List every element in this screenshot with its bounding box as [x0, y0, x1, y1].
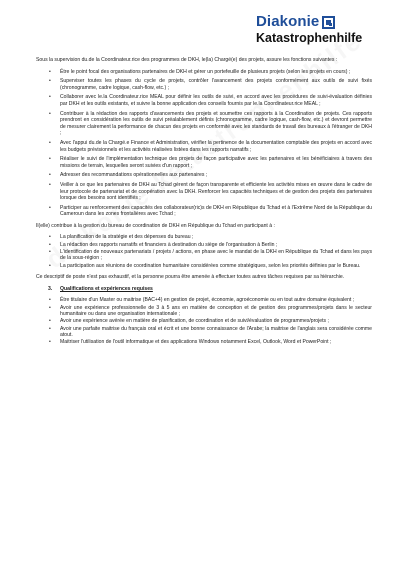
intro-paragraph: Sous la supervision du.de la Coordinateur.rice des programmes de DKH, le(la) Chargé(e) des projets, assure les fonctions suivantes :: [36, 57, 338, 63]
bullet-icon: •: [49, 234, 51, 241]
section-title: Qualifications et expériences requises: [60, 285, 153, 292]
logo-subtitle: Katastrophenhilfe: [256, 31, 363, 45]
coordination-intro: Il(elle) contribue à la gestion du bureau de coordination de DKH en République du Tchad en participant à :: [36, 222, 275, 229]
bullet-icon: •: [49, 68, 51, 75]
bullet-icon: •: [49, 204, 51, 211]
bullet-icon: •: [49, 318, 51, 325]
list-item: • Contribuer à la rédaction des rapports d'avancements des projets et soumettre ces rapports à la Coordination de projets. Ces rapports prendront en considération les outils de suivi préalablement définis (chronogramme, cadre logique, cash-flow, etc.) et devront permettre de mesurer clairement la performance de chacun des projets en conformité avec les standards de travail des bureaux à l'étranger de DKH ;: [49, 110, 372, 137]
bullet-icon: •: [49, 297, 51, 304]
list-item: • Avoir une parfaite maitrise du français oral et écrit et une bonne connaissance de l'Arabe; la maitrise de l'anglais sera considérée comme atout.: [49, 325, 372, 339]
bullet-icon: •: [49, 248, 51, 255]
bullet-icon: •: [49, 241, 51, 248]
list-item: • La planification de la stratégie et des dépenses du bureau ;: [49, 234, 194, 241]
document-body: [36, 57, 372, 351]
list-item: • Réaliser le suivi de l'implémentation technique des projets de façon participative avec les partenaires et les bénéficiaires à travers des missions de terrain, lesquelles seront suivies d'un rapport ;: [49, 156, 372, 169]
section-heading: [48, 286, 372, 293]
list-item: • Adresser des recommandations opérationnelles aux partenaires ;: [49, 172, 208, 179]
list-item: • Être titulaire d'un Master ou maitrise (BAC+4) en gestion de projet, économie, agroéconomie ou en tout autre domaine équivalent ;: [49, 297, 355, 304]
bullet-icon: •: [49, 78, 51, 85]
disclaimer-paragraph: Ce descriptif de poste n'est pas exhaustif, et la personne pourra être amenée à effectuer toutes autres tâches requises par sa hiérarchie.: [36, 274, 345, 281]
list-item: • Avoir une expérience avérée en matière de planification, de coordination et de suivi/évaluation de programmes/projets ;: [49, 318, 329, 325]
bullet-icon: •: [49, 304, 51, 311]
list-item: • Maitriser l'utilisation de l'outil informatique et des applications Windows notamment Excel, Outlook, Word et PowerPoint ;: [49, 339, 332, 346]
list-item: • La rédaction des rapports narratifs et financiers à destination du siège de l'organisation à Berlin ;: [49, 241, 278, 248]
section-number: 3.: [48, 285, 53, 292]
list-item: • L'identification de nouveaux partenariats / projets / actions, en phase avec le mandat de la DKH en République du Tchad et dans les pays de la sous-région ;: [49, 248, 372, 262]
bullet-icon: •: [49, 139, 51, 146]
list-item: • Participer au renforcement des capacités des collaborateur(ric)s de DKH en République du Tchad et à l'Extrême Nord de la République du Cameroun dans les zones frontalières avec Tchad ;: [49, 204, 372, 218]
functions-list: [36, 69, 372, 218]
list-item: • Collaborer avec le.la Coordinateur.rice MEAL pour définir les outils de suivi, en accord avec les procédures de suivi-évaluation définies par DKH et les outils existants, et suivre la bonne application des conseils fournis par le.la Coordinateur.rice MEAL ;: [49, 94, 372, 107]
list-item: • Être le point focal des organisations partenaires de DKH et gérer un portefeuille de plusieurs projets (selon les projets en cours) ;: [49, 68, 351, 75]
bullet-icon: •: [49, 110, 51, 117]
bullet-icon: •: [49, 94, 51, 101]
bullet-icon: •: [49, 262, 51, 269]
list-item: • Avoir une expérience professionnelle de 3 à 5 ans en matière de conception et de gestion des programmes/projets dans le secteur humanitaire ou dans une organisation internationale ;: [49, 304, 372, 318]
logo-brand-text: Diakonie: [256, 13, 320, 30]
qualifications-list: [36, 297, 372, 346]
list-item: • Veiller à ce que les partenaires de DKH au Tchad gèrent de façon transparente et efficiente les activités mises en œuvre dans le cadre de leur protocole de partenariat et de coopération avec la DKH. Renforcer les capacités techniques et de gestion des projets des partenaires lorsque des besoins sont identifiés ;: [49, 181, 372, 202]
bullet-icon: •: [49, 339, 51, 346]
diakonie-cross-icon: [322, 16, 335, 29]
list-item: • La participation aux réunions de coordination humanitaire considérées comme stratégiques, selon les priorités définies par le Bureau.: [49, 262, 361, 269]
diakonie-logo: [256, 14, 388, 50]
bullet-icon: •: [49, 172, 51, 179]
list-item: • Superviser toutes les phases du cycle de projets, contrôler l'avancement des projets conformément aux outils de suivi fixés (chronogramme, cadre logique, cash-flow, etc.) ;: [49, 78, 372, 91]
bullet-icon: •: [49, 181, 51, 188]
bullet-icon: •: [49, 325, 51, 332]
coordination-list: [36, 234, 372, 269]
bullet-icon: •: [49, 156, 51, 163]
list-item: • Avec l'appui du.de la Chargé.e Finance et Administration, vérifier la pertinence de la documentation comptable des projets en accord avec les budgets prévisionnels et les activités réalisées listées dans les rapports narratifs ;: [49, 139, 372, 153]
